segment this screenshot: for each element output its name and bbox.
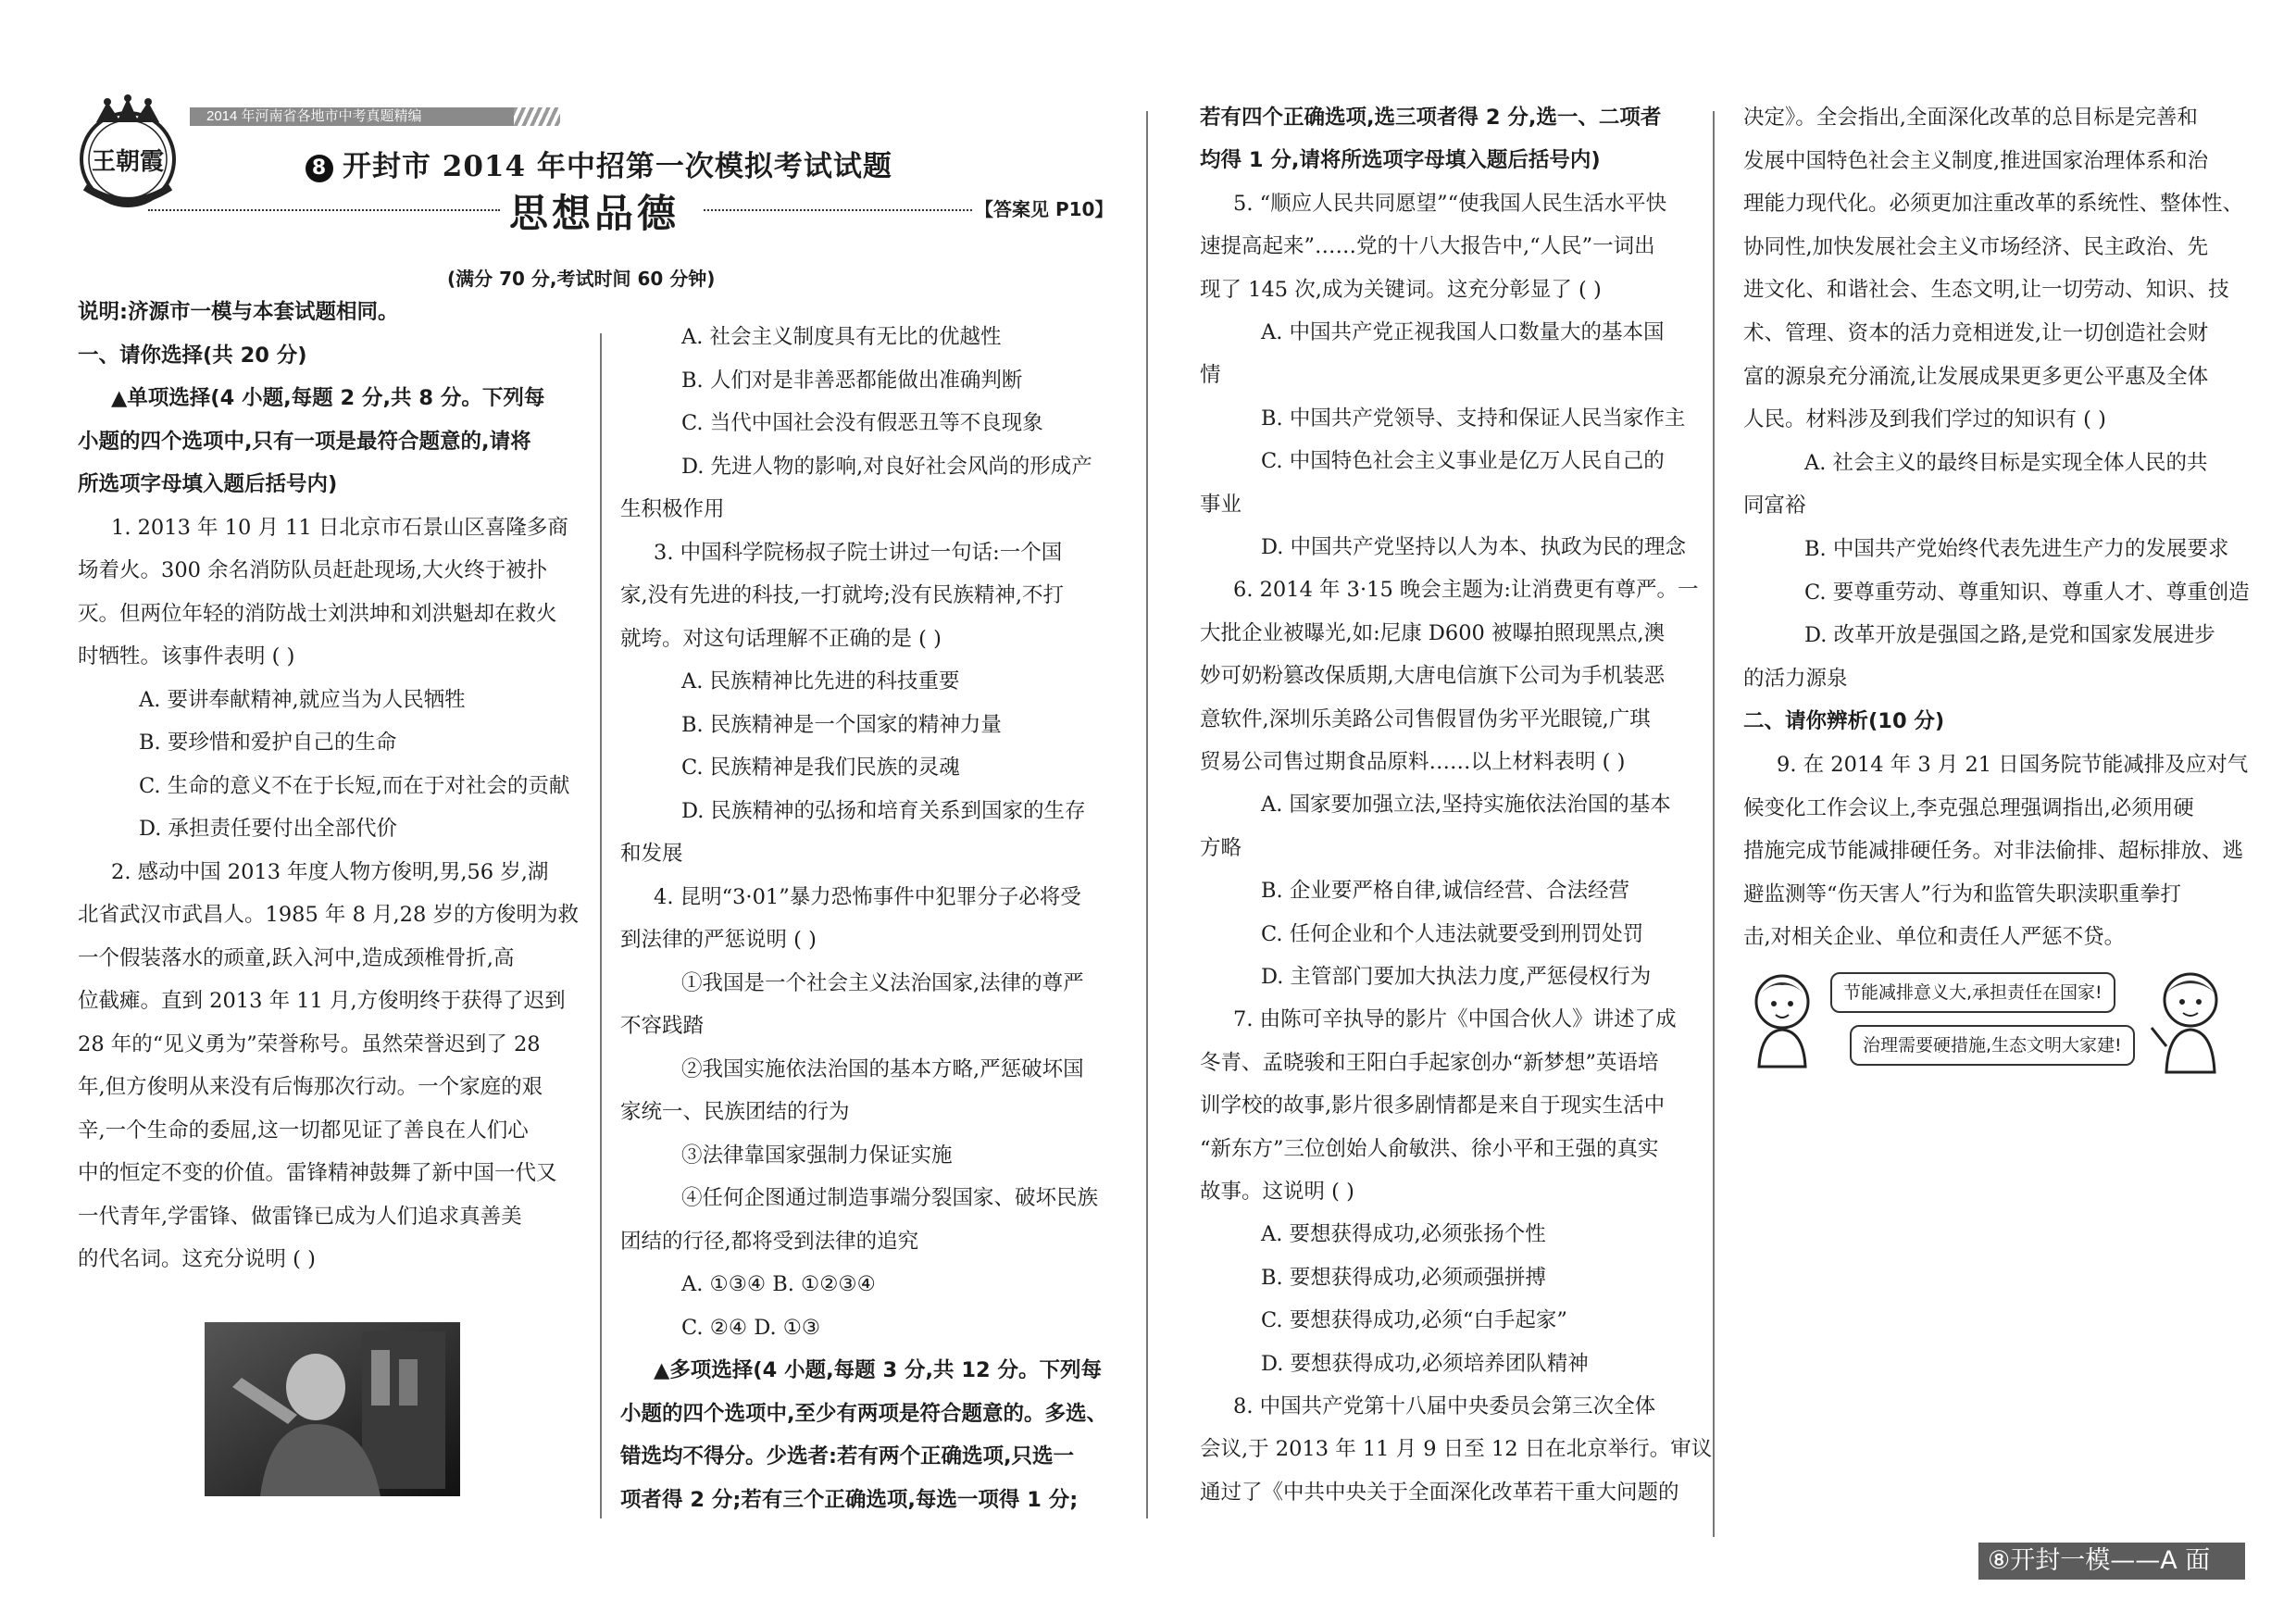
- col3-text-line: 训学校的故事,影片很多剧情都是来自于现实生活中: [1200, 1093, 1666, 1118]
- page-footer-label: ⑧开封一模——A 面: [1978, 1543, 2245, 1580]
- col1-text-line: 中的恒定不变的价值。雷锋精神鼓舞了新中国一代又: [78, 1161, 557, 1185]
- col1-text-line: 一个假装落水的顽童,跃入河中,造成颈椎骨折,高: [78, 945, 515, 970]
- col1-text-line: 一、请你选择(共 20 分): [78, 343, 307, 368]
- col4-text-line: 击,对相关企业、单位和责任人严惩不贷。: [1743, 925, 2126, 950]
- series-banner: 2014 年河南省各地市中考真题精编: [190, 107, 523, 126]
- col3-text-line: 冬青、孟晓骏和王阳白手起家创办“新梦想”英语培: [1200, 1050, 1659, 1075]
- col2-text-line: 到法律的严惩说明 ( ): [620, 928, 817, 952]
- col3-text-line: B. 企业要严格自律,诚信经营、合法经营: [1261, 879, 1629, 904]
- col4-text-line: D. 改革开放是强国之路,是党和国家发展进步: [1804, 623, 2215, 648]
- col3-text-line: B. 要想获得成功,必须顽强拼搏: [1261, 1265, 1546, 1290]
- col2-text-line: D. 民族精神的弘扬和培育关系到国家的生存: [681, 798, 1086, 823]
- col2-text-line: ▲多项选择(4 小题,每题 3 分,共 12 分。下列每: [654, 1358, 1102, 1382]
- col1-text-line: 2. 感动中国 2013 年度人物方俊明,男,56 岁,湖: [111, 859, 549, 884]
- col1-text-line: 灭。但两位年轻的消防战士刘洪坤和刘洪魁却在救火: [78, 601, 557, 626]
- col4-text-line: 候变化工作会议上,李克强总理强调指出,必须用硬: [1743, 795, 2194, 820]
- col3-text-line: 会议,于 2013 年 11 月 9 日至 12 日在北京举行。审议: [1200, 1437, 1713, 1462]
- col3-text-line: D. 要想获得成功,必须培养团队精神: [1261, 1351, 1589, 1376]
- col4-text-line: 决定》。全会指出,全面深化改革的总目标是完善和: [1743, 106, 2198, 130]
- speech-bubble-bottom: 治理需要硬措施,生态文明大家建!: [1850, 1025, 2135, 1066]
- brand-logo: [69, 94, 187, 213]
- col3-text-line: 大批企业被曝光,如:尼康 D600 被曝拍照现黑点,澳: [1200, 620, 1666, 645]
- col1-text-line: 的代名词。这充分说明 ( ): [78, 1247, 316, 1271]
- col2-text-line: 家统一、民族团结的行为: [620, 1100, 850, 1124]
- boy-cartoon-icon: [2146, 963, 2229, 1074]
- logo-text: 王朝霞: [91, 148, 164, 176]
- col2-text-line: 4. 昆明“3·01”暴力恐怖事件中犯罪分子必将受: [654, 884, 1081, 909]
- col3-text-line: “新东方”三位创始人俞敏洪、徐小平和王强的真实: [1200, 1136, 1659, 1161]
- col2-text-line: 小题的四个选项中,至少有两项是符合题意的。多选、: [620, 1401, 1108, 1426]
- column-divider-3: [1713, 111, 1715, 1537]
- cartoon-boy: [2146, 963, 2229, 1074]
- exam-title: [306, 143, 892, 184]
- col2-text-line: 生积极作用: [620, 497, 725, 521]
- col4-text-line: 二、请你辨析(10 分): [1743, 709, 1945, 734]
- col3-text-line: 速提高起来”……党的十八大报告中,“人民”一词出: [1200, 234, 1655, 259]
- answer-reference: 【答案见 P10】: [975, 198, 1114, 220]
- col4-text-line: 的活力源泉: [1743, 666, 1848, 691]
- col3-text-line: 妙可奶粉篡改保质期,大唐电信旗下公司为手机装恶: [1200, 664, 1666, 689]
- col1-text-line: 年,但方俊明从来没有后悔那次行动。一个家庭的艰: [78, 1075, 543, 1099]
- col3-text-line: 现了 145 次,成为关键词。这充分彰显了 ( ): [1200, 277, 1602, 302]
- col1-text-line: ▲单项选择(4 小题,每题 2 分,共 8 分。下列每: [111, 386, 545, 410]
- col2-text-line: 项者得 2 分;若有三个正确选项,每选一项得 1 分;: [620, 1487, 1079, 1512]
- col1-text-line: C. 生命的意义不在于长短,而在于对社会的贡献: [139, 773, 570, 798]
- speech-bubble-top: 节能减排意义大,承担责任在国家!: [1830, 972, 2115, 1013]
- col3-text-line: C. 中国特色社会主义事业是亿万人民自己的: [1261, 449, 1665, 474]
- col2-text-line: 团结的行径,都将受到法律的追究: [620, 1229, 919, 1254]
- col3-text-line: 5. “顺应人民共同愿望”“使我国人民生活水平快: [1233, 191, 1667, 216]
- col4-text-line: 术、管理、资本的活力竞相迸发,让一切创造社会财: [1743, 321, 2209, 345]
- title-rule-right: [704, 209, 972, 211]
- col2-text-line: ④任何企图通过制造事端分裂国家、破坏民族: [681, 1186, 1099, 1210]
- col1-text-line: 北省武汉市武昌人。1985 年 8 月,28 岁的方俊明为救: [78, 903, 579, 927]
- col1-text-line: 28 年的“见义勇为”荣誉称号。虽然荣誉迟到了 28: [78, 1031, 541, 1056]
- col2-text-line: 家,没有先进的科技,一打就垮;没有民族精神,不打: [620, 583, 1065, 607]
- banner-hatch: [514, 107, 560, 126]
- col2-text-line: C. ②④ D. ①③: [681, 1315, 821, 1340]
- col3-text-line: 方略: [1200, 835, 1242, 860]
- col3-text-line: 若有四个正确选项,选三项者得 2 分,选一、二项者: [1200, 106, 1662, 130]
- col3-text-line: C. 要想获得成功,必须“白手起家”: [1261, 1308, 1567, 1333]
- col1-text-line: 说明:济源市一模与本套试题相同。: [78, 300, 399, 324]
- col1-text-line: D. 承担责任要付出全部代价: [139, 817, 398, 841]
- column-divider-1: [600, 333, 602, 1518]
- col4-text-line: 9. 在 2014 年 3 月 21 日国务院节能减排及应对气: [1777, 753, 2249, 777]
- col3-text-line: C. 任何企业和个人违法就要受到刑罚处罚: [1261, 921, 1644, 946]
- col2-text-line: ③法律靠国家强制力保证实施: [681, 1143, 953, 1168]
- col1-text-line: 辛,一个生命的委屈,这一切都见证了善良在人们心: [78, 1118, 529, 1143]
- col4-text-line: 协同性,加快发展社会主义市场经济、民主政治、先: [1743, 234, 2209, 259]
- col3-text-line: B. 中国共产党领导、支持和保证人民当家作主: [1261, 406, 1686, 431]
- girl-cartoon-icon: [1741, 967, 1824, 1068]
- col3-text-line: 贸易公司售过期食品原料……以上材料表明 ( ): [1200, 750, 1626, 774]
- col4-text-line: 措施完成节能减排硬任务。对非法偷排、超标排放、逃: [1743, 839, 2244, 864]
- col4-text-line: 富的源泉充分涌流,让发展成果更多更公平惠及全体: [1743, 364, 2209, 389]
- col2-text-line: 错选均不得分。少选者:若有两个正确选项,只选一: [620, 1444, 1075, 1468]
- col4-text-line: B. 中国共产党始终代表先进生产力的发展要求: [1804, 537, 2229, 561]
- col3-text-line: 情: [1200, 363, 1221, 388]
- col3-text-line: 事业: [1200, 492, 1242, 517]
- col1-text-line: A. 要讲奉献精神,就应当为人民牺牲: [139, 687, 466, 712]
- col1-text-line: 位截瘫。直到 2013 年 11 月,方俊明终于获得了迟到: [78, 989, 566, 1013]
- col1-text-line: 时牺牲。该事件表明 ( ): [78, 644, 295, 669]
- col2-text-line: B. 人们对是非善恶都能做出准确判断: [681, 368, 1023, 393]
- col2-text-line: A. 社会主义制度具有无比的优越性: [681, 325, 1002, 349]
- subject-title: 思想品德: [509, 191, 680, 236]
- col3-text-line: A. 国家要加强立法,坚持实施依法治国的基本: [1261, 793, 1671, 818]
- col3-text-line: A. 要想获得成功,必须张扬个性: [1261, 1222, 1546, 1247]
- portrait-photo-icon: [205, 1322, 460, 1496]
- col2-text-line: 和发展: [620, 842, 683, 866]
- col4-text-line: 同富裕: [1743, 494, 1806, 519]
- col1-text-line: 所选项字母填入题后括号内): [78, 472, 338, 496]
- exam-title-text: 开封市 2014 年中招第一次模拟考试试题: [343, 150, 892, 183]
- col2-text-line: 就垮。对这句话理解不正确的是 ( ): [620, 626, 942, 651]
- column-divider-2: [1146, 111, 1148, 1518]
- col1-text-line: 一代青年,学雷锋、做雷锋已成为人们追求真善美: [78, 1204, 522, 1229]
- exam-number-badge: 8: [306, 155, 333, 182]
- col2-text-line: 不容践踏: [620, 1014, 705, 1038]
- score-note: (满分 70 分,考试时间 60 分钟): [447, 268, 716, 290]
- col3-text-line: 7. 由陈可辛执导的影片《中国合伙人》讲述了成: [1233, 1007, 1677, 1032]
- news-photo: [205, 1322, 460, 1496]
- col4-text-line: A. 社会主义的最终目标是实现全体人民的共: [1804, 450, 2208, 475]
- col4-text-line: C. 要尊重劳动、尊重知识、尊重人才、尊重创造: [1804, 580, 2250, 605]
- col3-text-line: 意软件,深圳乐美路公司售假冒伪劣平光眼镜,广琪: [1200, 706, 1651, 731]
- col4-text-line: 进文化、和谐社会、生态文明,让一切劳动、知识、技: [1743, 278, 2229, 303]
- col4-text-line: 发展中国特色社会主义制度,推进国家治理体系和治: [1743, 148, 2209, 173]
- cartoon-girl: [1741, 967, 1824, 1068]
- col2-text-line: C. 当代中国社会没有假恶丑等不良现象: [681, 411, 1043, 435]
- col3-text-line: A. 中国共产党正视我国人口数量大的基本国: [1261, 320, 1665, 344]
- col2-text-line: ①我国是一个社会主义法治国家,法律的尊严: [681, 970, 1084, 995]
- col4-text-line: 人民。材料涉及到我们学过的知识有 ( ): [1743, 407, 2106, 432]
- col2-text-line: ②我国实施依法治国的基本方略,严惩破坏国: [681, 1056, 1084, 1081]
- col3-text-line: D. 主管部门要加大执法力度,严惩侵权行为: [1261, 965, 1652, 989]
- col3-text-line: 通过了《中共中央关于全面深化改革若干重大问题的: [1200, 1480, 1679, 1505]
- col2-text-line: C. 民族精神是我们民族的灵魂: [681, 756, 960, 780]
- col3-text-line: 故事。这说明 ( ): [1200, 1180, 1354, 1204]
- col2-text-line: A. ①③④ B. ①②③④: [681, 1272, 876, 1296]
- col2-text-line: A. 民族精神比先进的科技重要: [681, 669, 960, 694]
- title-rule-left: [148, 209, 500, 211]
- col2-text-line: B. 民族精神是一个国家的精神力量: [681, 712, 1002, 737]
- col4-text-line: 避监测等“伤天害人”行为和监管失职渎职重拳打: [1743, 881, 2182, 906]
- col1-text-line: 小题的四个选项中,只有一项是最符合题意的,请将: [78, 429, 531, 454]
- col1-text-line: 1. 2013 年 10 月 11 日北京市石景山区喜隆多商: [111, 515, 568, 540]
- col4-text-line: 理能力现代化。必须更加注重改革的系统性、整体性、: [1743, 192, 2244, 217]
- col1-text-line: B. 要珍惜和爱护自己的生命: [139, 731, 397, 755]
- col2-text-line: 3. 中国科学院杨叔子院士讲过一句话:一个国: [654, 540, 1063, 565]
- col2-text-line: D. 先进人物的影响,对良好社会风尚的形成产: [681, 454, 1092, 479]
- col1-text-line: 场着火。300 余名消防队员赶赴现场,大火终于被扑: [78, 558, 548, 582]
- col3-text-line: 6. 2014 年 3·15 晚会主题为:让消费更有尊严。一: [1233, 578, 1699, 603]
- col3-text-line: 8. 中国共产党第十八届中央委员会第三次全体: [1233, 1394, 1656, 1418]
- col3-text-line: D. 中国共产党坚持以人为本、执政为民的理念: [1261, 535, 1687, 559]
- col3-text-line: 均得 1 分,请将所选项字母填入题后括号内): [1200, 148, 1601, 173]
